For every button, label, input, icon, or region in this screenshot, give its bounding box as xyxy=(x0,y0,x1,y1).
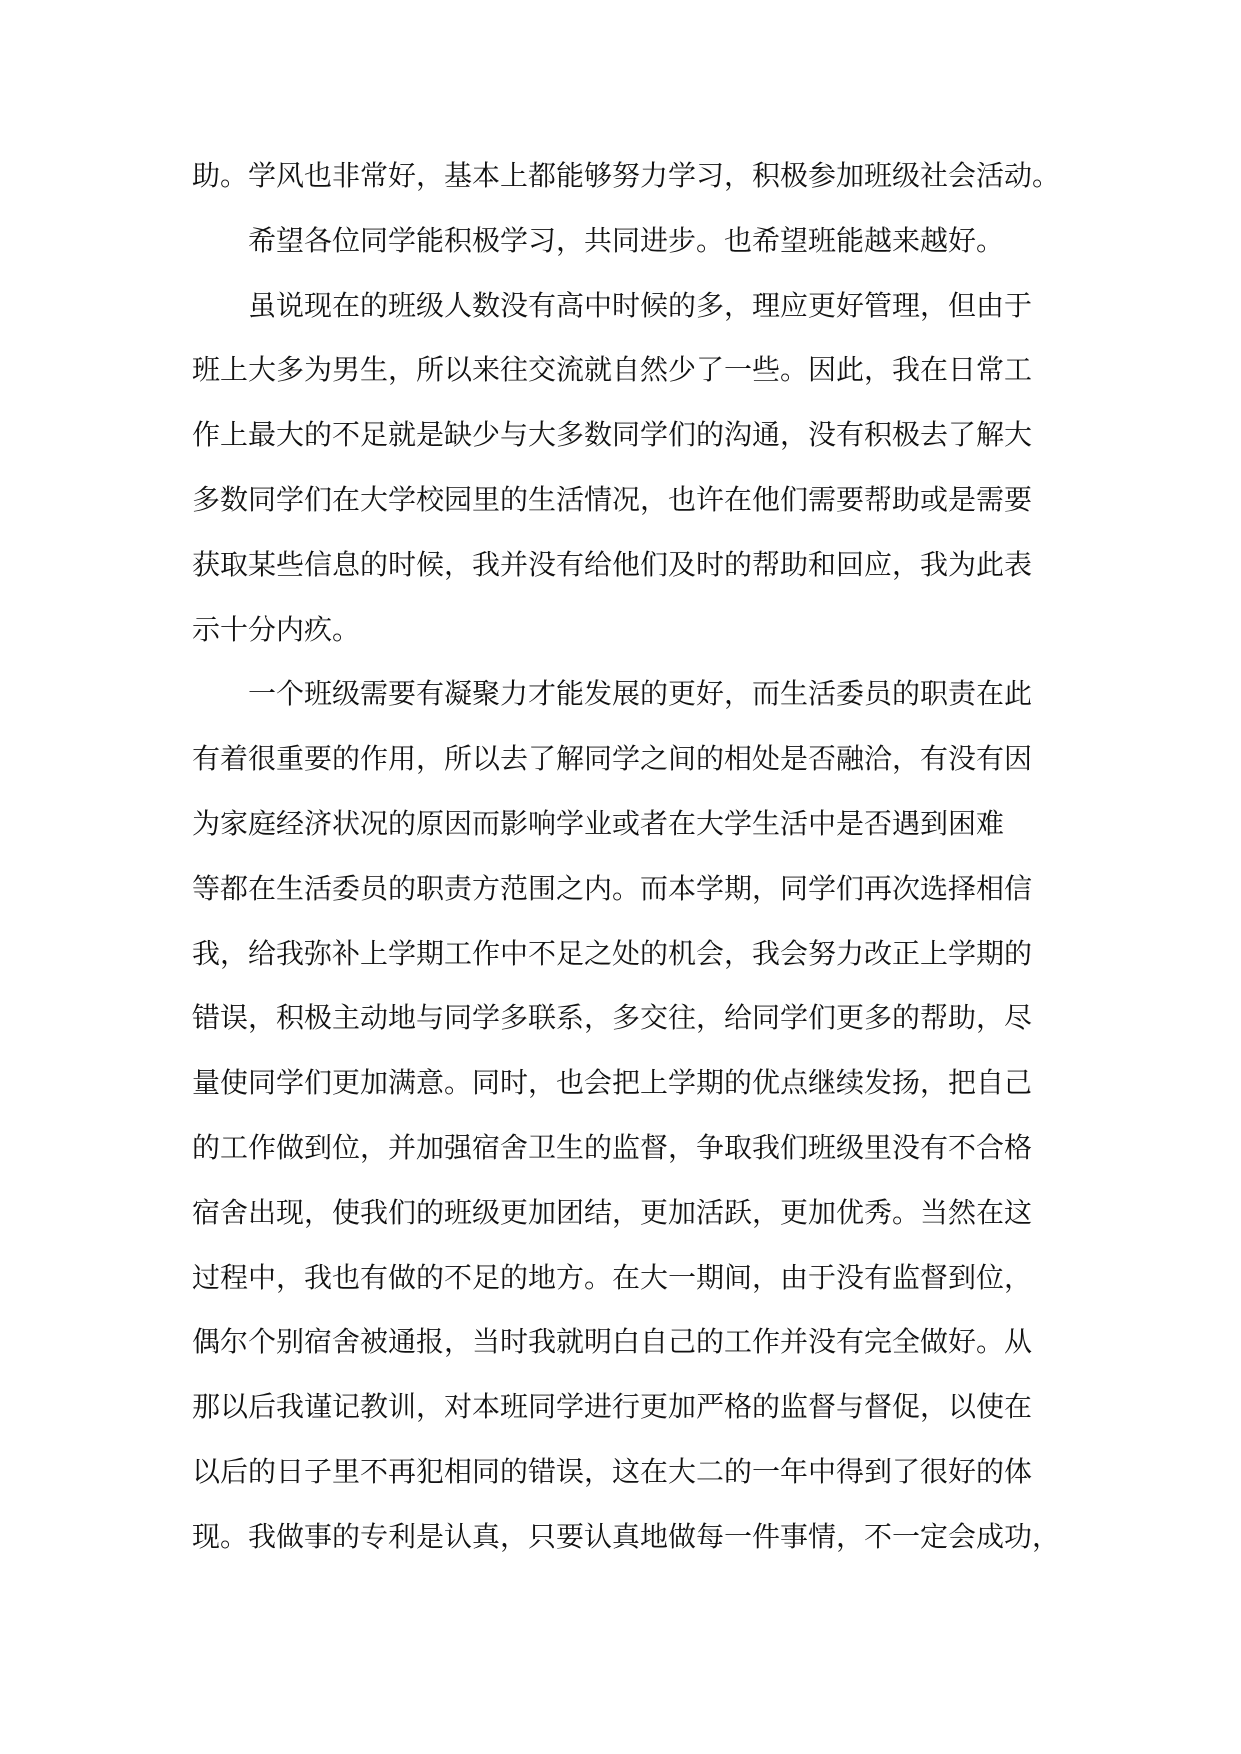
text-line: 作上最大的不足就是缺少与大多数同学们的沟通，没有积极去了解大 xyxy=(192,418,1033,452)
document-body xyxy=(192,156,1061,1582)
text-line: 多数同学们在大学校园里的生活情况，也许在他们需要帮助或是需要 xyxy=(192,482,1033,516)
text-line: 我，给我弥补上学期工作中不足之处的机会，我会努力改正上学期的 xyxy=(192,936,1033,970)
text-line: 为家庭经济状况的原因而影响学业或者在大学生活中是否遇到困难 xyxy=(192,806,1005,840)
text-line: 班上大多为男生，所以来往交流就自然少了一些。因此，我在日常工 xyxy=(192,353,1033,387)
text-line: 虽说现在的班级人数没有高中时候的多，理应更好管理，但由于 xyxy=(248,288,1033,322)
text-line: 获取某些信息的时候，我并没有给他们及时的帮助和回应，我为此表 xyxy=(192,547,1033,581)
text-line: 量使同学们更加满意。同时，也会把上学期的优点继续发扬，把自己 xyxy=(192,1066,1033,1100)
text-line: 等都在生活委员的职责方范围之内。而本学期，同学们再次选择相信 xyxy=(192,871,1033,905)
text-line: 现。我做事的专利是认真，只要认真地做每一件事情，不一定会成功， xyxy=(192,1519,1061,1553)
text-line: 以后的日子里不再犯相同的错误，这在大二的一年中得到了很好的体 xyxy=(192,1454,1033,1488)
text-line: 偶尔个别宿舍被通报，当时我就明白自己的工作并没有完全做好。从 xyxy=(192,1325,1033,1359)
text-line: 的工作做到位，并加强宿舍卫生的监督，争取我们班级里没有不合格 xyxy=(192,1130,1033,1164)
text-line: 助。学风也非常好，基本上都能够努力学习，积极参加班级社会活动。 xyxy=(192,159,1061,192)
text-line: 过程中，我也有做的不足的地方。在大一期间，由于没有监督到位， xyxy=(192,1260,1033,1294)
text-line: 那以后我谨记教训，对本班同学进行更加严格的监督与督促，以使在 xyxy=(192,1390,1033,1424)
text-line: 希望各位同学能积极学习，共同进步。也希望班能越来越好。 xyxy=(248,223,1005,257)
text-line: 错误，积极主动地与同学多联系，多交往，给同学们更多的帮助，尽 xyxy=(192,1001,1033,1035)
text-line: 有着很重要的作用，所以去了解同学之间的相处是否融洽，有没有因 xyxy=(192,742,1033,776)
text-line: 一个班级需要有凝聚力才能发展的更好，而生活委员的职责在此 xyxy=(248,677,1033,711)
text-line: 宿舍出现，使我们的班级更加团结，更加活跃，更加优秀。当然在这 xyxy=(192,1195,1033,1229)
text-line: 示十分内疚。 xyxy=(192,612,361,646)
